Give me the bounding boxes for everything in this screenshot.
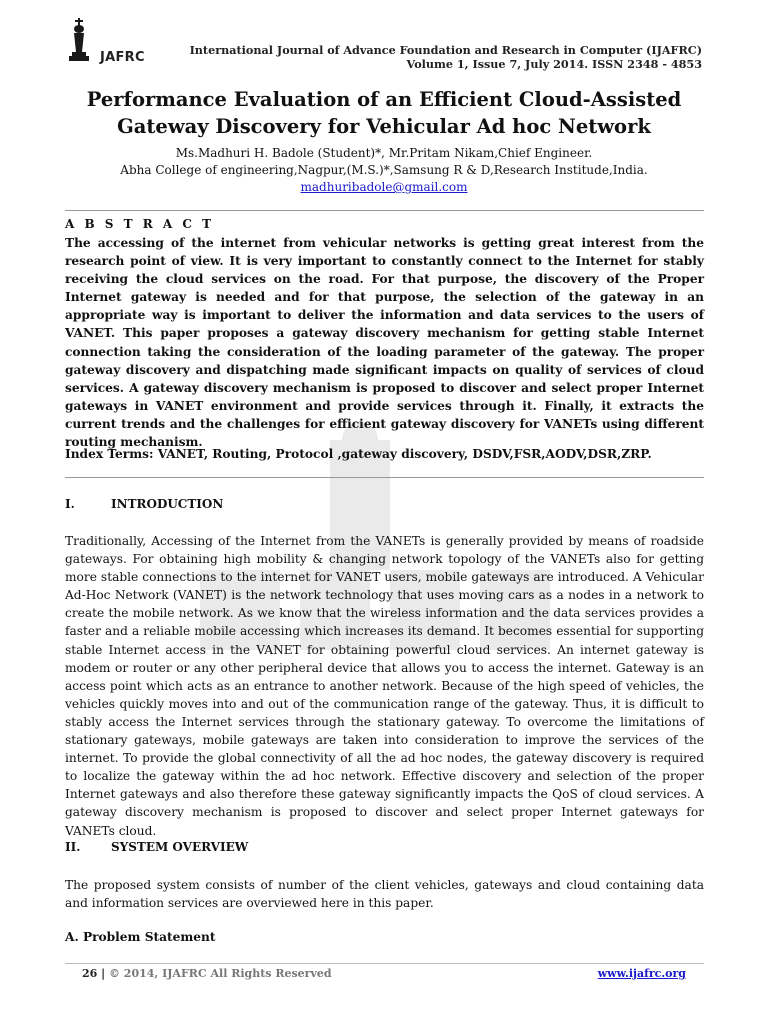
section-title: INTRODUCTION: [111, 497, 224, 511]
journal-header: [190, 43, 702, 71]
logo-text: JAFRC: [100, 50, 145, 65]
paper-title: [60, 86, 708, 140]
copyright-text: © 2014, IJAFRC All Rights Reserved: [105, 967, 332, 980]
affiliation: Abha College of engineering,Nagpur,(M.S.)*,Samsung R & D,Research Institude,India.: [120, 163, 648, 177]
title-line-1: Performance Evaluation of an Efficient Cloud-Assisted: [86, 88, 682, 111]
footer-divider: [65, 963, 704, 964]
section-title: SYSTEM OVERVIEW: [111, 840, 249, 854]
section-number: II.: [65, 840, 81, 854]
system-overview-text: The proposed system consists of number of the client vehicles, gateways and cloud containing data and information services are overviewed here in this paper.: [65, 878, 704, 911]
introduction-text: Traditionally, Accessing of the Internet from the VANETs is generally provided by means of roadside gateways. For obtaining high mobility & changing network topology of the VANETs also for getting more stable connections to the internet for VANET users, mobile gateways are introduced. A Vehicular Ad-Hoc Network (VANET) is the network technology that uses moving cars as a nodes in a network to create the mobile network. As we know that the wireless information and the data services provides a faster and a reliable mobile accessing which increases its demand. It becomes essential for supporting stable Internet access in the VANET for obtaining powerful cloud services. An internet gateway is modem or router or any other peripheral device that allows you to access the internet. Gateway is an access point which acts as an entrance to another network. Because of the high speed of vehicles, the vehicles quickly moves into and out of the communication range of the gateway. Thus, it is difficult to stably access the Internet services through the stationary gateway. To overcome the limitations of stationary gateways, mobile gateways are taken into consideration to improve the services of the internet. To provide the global connectivity of all the ad hoc nodes, the gateway discovery is required to localize the gateway within the ad hoc network. Effective discovery and selection of the proper Internet gateways and also therefore these gateway significantly impacts the QoS of cloud services. A gateway discovery mechanism is proposed to discover and select proper Internet gateways for VANETs cloud.: [65, 534, 704, 838]
section-number: I.: [65, 497, 75, 511]
abstract-heading: A B S T R A C T: [65, 217, 215, 231]
author-block: [60, 145, 708, 196]
email-link[interactable]: madhuribadole@gmail.com: [300, 180, 468, 194]
authors: Ms.Madhuri H. Badole (Student)*, Mr.Pritam Nikam,Chief Engineer.: [175, 146, 593, 160]
section-heading-system-overview: [65, 840, 248, 854]
section-heading-introduction: [65, 497, 223, 511]
title-line-2: Gateway Discovery for Vehicular Ad hoc Network: [117, 115, 651, 138]
abstract-text: The accessing of the internet from vehicular networks is getting great interest from the research point of view. It is very important to constantly connect to the Internet for stably receiving the cloud services on the road. For that purpose, the discovery of the Proper Internet gateway is needed and for that purpose, the selection of the gateway in an appropriate way is important to deliver the information and data services to the users of VANET. This paper proposes a gateway discovery mechanism for getting stable Internet connection taking the consideration of the loading parameter of the gateway. The proper gateway discovery and dispatching made significant impacts on quality of services of cloud services. A gateway discovery mechanism is proposed to discover and select proper Internet gateways in VANET environment and provide services through it. Finally, it extracts the current trends and the challenges for efficient gateway discovery for VANETs using different routing mechanism.: [65, 236, 704, 450]
subsection-heading: A. Problem Statement: [65, 930, 216, 944]
page-number: 26 |: [82, 967, 106, 980]
footer-copyright: [82, 967, 332, 980]
index-terms: Index Terms: VANET, Routing, Protocol ,gateway discovery, DSDV,FSR,AODV,DSR,ZRP.: [65, 447, 652, 461]
divider: [65, 210, 704, 211]
divider: [65, 477, 704, 478]
journal-volume: Volume 1, Issue 7, July 2014. ISSN 2348 - 4853: [406, 57, 702, 71]
journal-name: International Journal of Advance Foundation and Research in Computer (IJAFRC): [189, 43, 702, 57]
website-link[interactable]: www.ijafrc.org: [597, 967, 686, 980]
